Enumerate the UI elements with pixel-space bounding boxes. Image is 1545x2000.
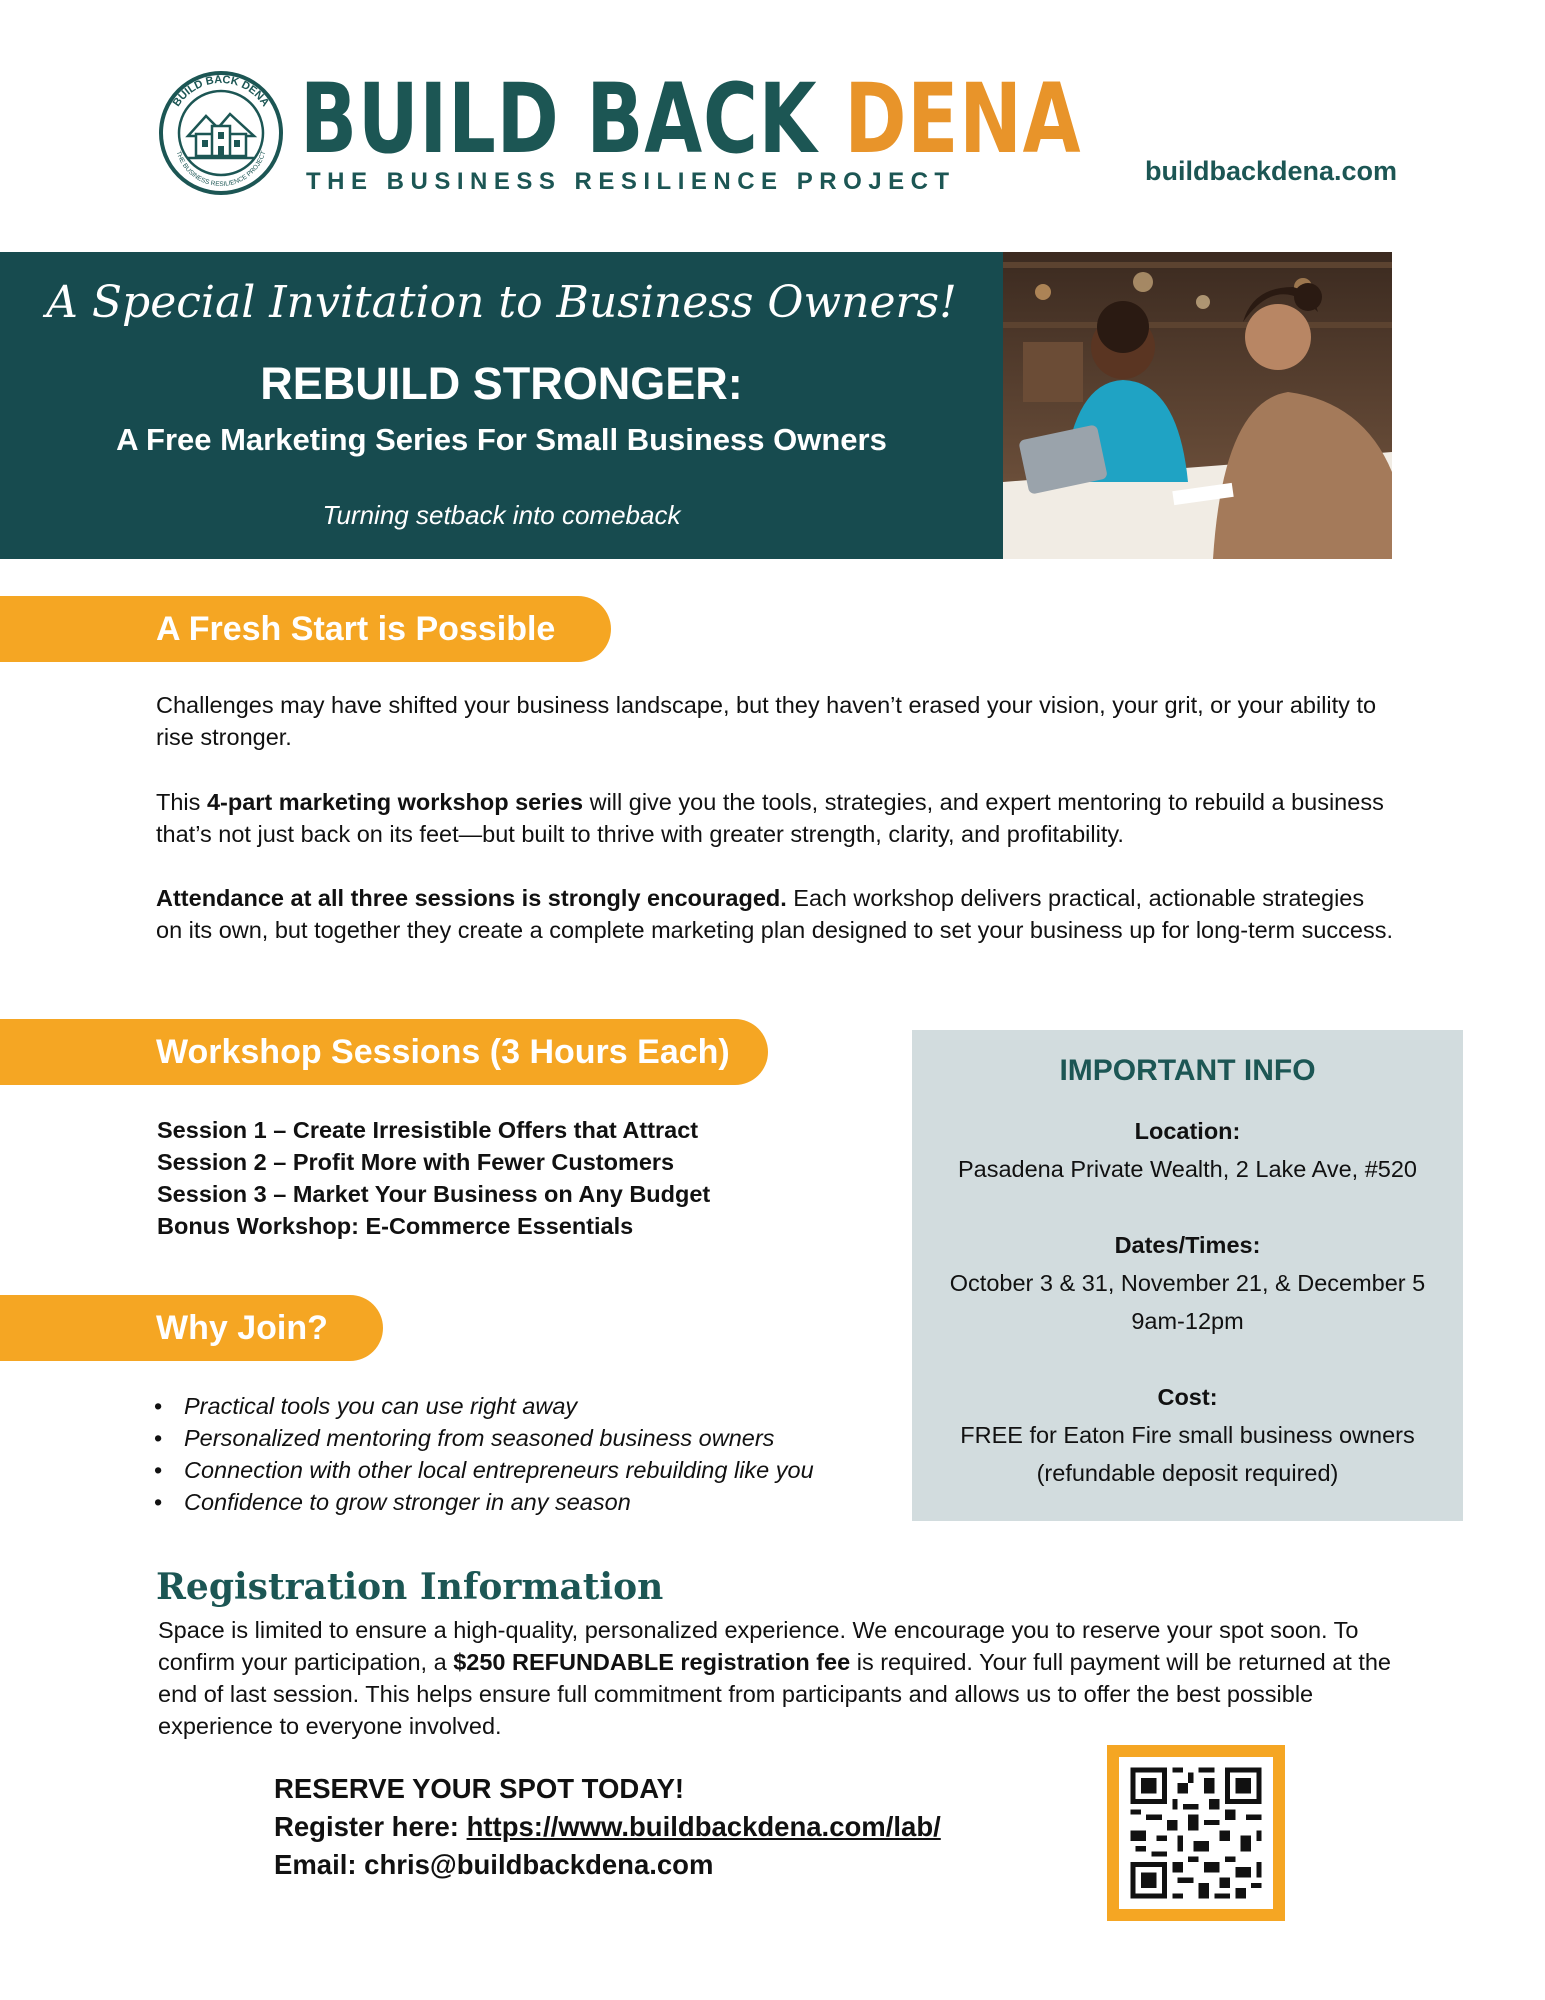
- series-text-pre: This: [156, 789, 207, 815]
- registration-heading: Registration Information: [156, 1566, 664, 1608]
- benefit-item: • Personalized mentoring from seasoned business owners: [148, 1422, 814, 1454]
- paragraph-intro: Challenges may have shifted your business landscape, but they haven’t erased your vision, your grit, or your ability to rise stronger.: [156, 692, 1377, 750]
- badge-text-bottom: THE BUSINESS RESILIENCE PROJECT: [174, 150, 268, 189]
- location-label: Location:: [1134, 1118, 1241, 1144]
- benefits-list: [148, 1390, 814, 1518]
- register-label: Register here:: [274, 1811, 467, 1842]
- email-line[interactable]: Email: chris@buildbackdena.com: [274, 1849, 714, 1880]
- registration-text-post: is required. Your full payment will be returned at the end of last session. This helps ensure full commitment from participants and allows us to offer the best possible experience to everyone involved.: [158, 1649, 1391, 1739]
- registration-text-pre: Space is limited to ensure a high-quality, personalized experience. We encourage you to reserve your spot soon. To confirm your participation, a: [158, 1617, 1359, 1675]
- reserve-block: [274, 1770, 941, 1884]
- location-value: Pasadena Private Wealth, 2 Lake Ave, #520: [957, 1156, 1417, 1182]
- badge-text-top: BUILD BACK DENA: [170, 73, 272, 109]
- session-item: Session 3 – Market Your Business on Any Budget: [157, 1181, 711, 1207]
- info-location: [912, 1112, 1463, 1188]
- benefit-item: • Practical tools you can use right away: [148, 1390, 814, 1422]
- paragraph-attendance: [156, 882, 1396, 946]
- reserve-cta: RESERVE YOUR SPOT TODAY!: [274, 1773, 685, 1804]
- cost-label: Cost:: [1157, 1384, 1218, 1410]
- brand-name-part1: BUILD BACK: [300, 63, 818, 175]
- brand-name-part2: DENA: [844, 63, 1082, 175]
- section-heading-sessions: Workshop Sessions (3 Hours Each): [0, 1019, 768, 1085]
- hero-invitation: A Special Invitation to Business Owners!: [46, 277, 957, 328]
- info-title: IMPORTANT INFO: [1059, 1054, 1316, 1087]
- dates-value: October 3 & 31, November 21, & December 5: [949, 1270, 1426, 1296]
- register-line: [274, 1808, 941, 1846]
- hero-photo: [1003, 252, 1392, 559]
- session-item: Bonus Workshop: E-Commerce Essentials: [157, 1213, 634, 1239]
- attendance-text-post: Each workshop delivers practical, actionable strategies on its own, but together they create a complete marketing plan designed to set your business up for long-term success.: [156, 885, 1394, 943]
- register-link[interactable]: https://www.buildbackdena.com/lab/: [466, 1811, 941, 1842]
- info-dates: [912, 1226, 1463, 1340]
- series-text-post: will give you the tools, strategies, and expert mentoring to rebuild a business that’s not just back on its feet—but built to thrive with greater strength, clarity, and profitability.: [156, 789, 1384, 847]
- session-list: [157, 1114, 710, 1242]
- benefit-item: • Confidence to grow stronger in any season: [148, 1486, 814, 1518]
- session-item: Session 1 – Create Irresistible Offers that Attract: [157, 1117, 699, 1143]
- qr-code-icon[interactable]: [1119, 1757, 1273, 1909]
- section-heading-why-join: Why Join?: [0, 1295, 383, 1361]
- session-item: Session 2 – Profit More with Fewer Customers: [157, 1149, 675, 1175]
- benefit-item: • Connection with other local entrepreneurs rebuilding like you: [148, 1454, 814, 1486]
- registration-text: [158, 1614, 1398, 1742]
- hero-tagline: Turning setback into comeback: [322, 500, 681, 530]
- important-info-box: [912, 1030, 1463, 1521]
- cost-value: FREE for Eaton Fire small business owners: [960, 1422, 1415, 1448]
- dates-label: Dates/Times:: [1114, 1232, 1261, 1258]
- info-cost: [912, 1378, 1463, 1492]
- hero-title: REBUILD STRONGER:: [260, 358, 743, 409]
- brand-name: [300, 63, 1082, 175]
- logo-badge: [158, 70, 284, 196]
- attendance-text-bold: Attendance at all three sessions is strongly encouraged.: [156, 885, 787, 911]
- time-value: 9am-12pm: [1131, 1308, 1244, 1334]
- cost-note: (refundable deposit required): [1036, 1460, 1339, 1486]
- website-link[interactable]: buildbackdena.com: [1145, 156, 1398, 186]
- paragraph-series: [156, 786, 1396, 850]
- registration-fee: $250 REFUNDABLE registration fee: [453, 1649, 851, 1675]
- series-text-bold: 4-part marketing workshop series: [206, 789, 584, 815]
- brand-tagline: THE BUSINESS RESILIENCE PROJECT: [306, 168, 956, 195]
- section-heading-fresh-start: A Fresh Start is Possible: [0, 596, 611, 662]
- hero-subtitle: A Free Marketing Series For Small Business Owners: [116, 422, 887, 457]
- qr-code-frame: [1107, 1745, 1285, 1921]
